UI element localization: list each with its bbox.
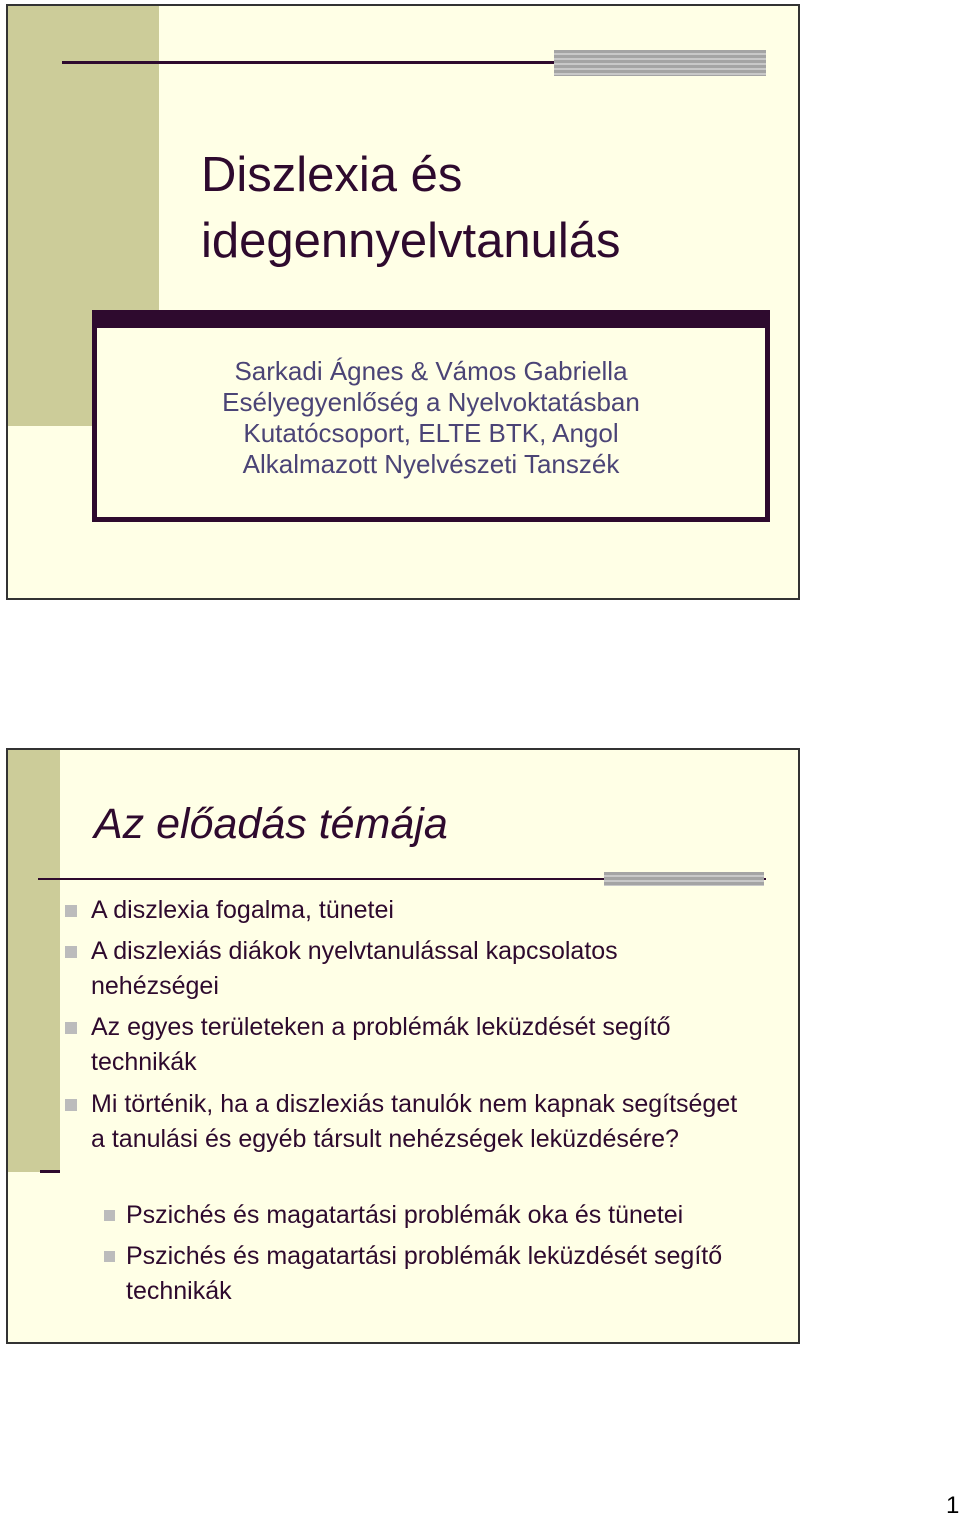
page-number: 1 [946,1492,960,1519]
sidebar-foot-rule [40,1170,60,1173]
slide-title-line-1: Diszlexia és [201,148,463,202]
sub-bullet-item [126,1239,746,1309]
bullet-item [91,934,731,1004]
sub-bullet-text: Pszichés és magatartási problémák oka és tünetei [126,1201,684,1229]
sub-bullet-item [126,1198,786,1233]
header-accent-bar [554,50,766,76]
slide-title: Az előadás témája [94,800,448,848]
square-bullet-icon [104,1210,115,1221]
slide-title-line-2: idegennyelvtanulás [201,214,621,268]
slide-title [201,142,621,274]
bullet-item [91,1087,751,1157]
square-bullet-icon [65,1099,77,1111]
subtitle-line: Sarkadi Ágnes & Vámos Gabriella [234,356,628,386]
subtitle-line: Kutatócsoport, ELTE BTK, Angol [243,418,619,448]
sub-bullet-text: Pszichés és magatartási problémák leküzdését segítő technikák [126,1242,723,1305]
bullet-text: A diszlexia fogalma, tünetei [91,896,394,924]
bullet-text: A diszlexiás diákok nyelvtanulással kapcsolatos nehézségei [91,937,618,1000]
bullet-text: Mi történik, ha a diszlexiás tanulók nem kapnak segítséget a tanulási és egyéb társult nehézségek leküzdésére? [91,1090,738,1153]
bullet-text: Az egyes területeken a problémák leküzdését segítő technikák [91,1013,671,1076]
content-slide [6,748,800,1344]
square-bullet-icon [65,946,77,958]
subtitle-line: Esélyegyenlőség a Nyelvoktatásban [222,387,640,417]
subtitle-box [92,310,770,522]
square-bullet-icon [65,1022,77,1034]
square-bullet-icon [104,1251,115,1262]
square-bullet-icon [65,905,77,917]
subtitle-text [97,356,765,480]
title-slide [6,4,800,600]
header-accent-bar [604,872,764,886]
bullet-item [91,893,771,928]
subtitle-line: Alkalmazott Nyelvészeti Tanszék [242,449,620,479]
slide-sidebar-accent [8,750,60,1172]
bullet-item [91,1010,771,1080]
